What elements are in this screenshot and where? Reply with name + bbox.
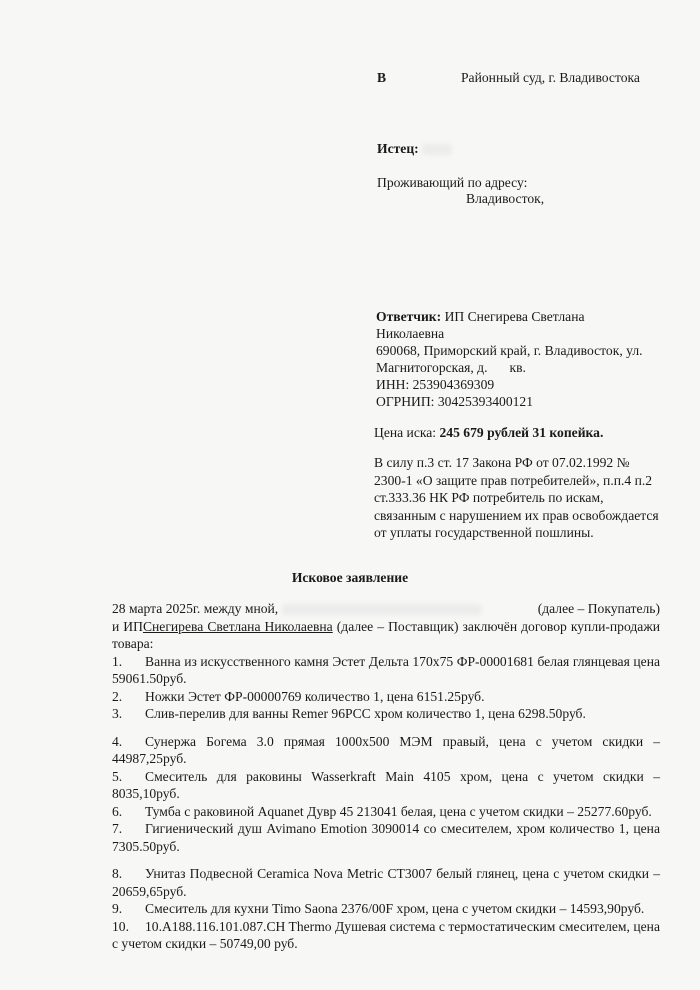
spacer [112, 723, 660, 733]
list-item-number: 8. [112, 866, 123, 881]
respondent-address-cont: Магнитогорская, д. кв. [376, 360, 526, 375]
list-item [112, 900, 660, 918]
intro-paragraph: 28 марта 2025г. между мной, (далее – Покупатель) и ИПСнегирева Светлана Николаевна (далее – Поставщик) заключён договор купли-продажи товара: [112, 601, 660, 651]
list-item-number: 7. [112, 821, 123, 836]
document-title: Исковое заявление [291, 570, 409, 585]
list-item-number: 3. [112, 706, 123, 721]
list-item-text: Смеситель для кухни Timo Saona 2376/00F хром, цена с учетом скидки – 14593,90руб. [145, 901, 645, 916]
list-item-number: 1. [112, 653, 123, 669]
list-item-text: Унитаз Подвесной Ceramica Nova Metric CT3007 белый глянец, цена с учетом скидки – 20659,65руб. [112, 866, 660, 899]
fee-exemption-text: В силу п.3 ст. 17 Закона РФ от 07.02.1992 № 2300-1 «О защите прав потребителей», п.п.4 п.2 ст.333.36 НК РФ потребитель по искам, связанным с нарушением их прав освобождается от уплаты государственной пошлины. [374, 455, 659, 540]
redacted-buyer [282, 604, 482, 615]
seller-name: Снегирева Светлана Николаевна [142, 618, 333, 634]
plaintiff-address-label: Проживающий по адресу: [377, 175, 528, 190]
list-item-number: 10. [112, 918, 129, 934]
respondent-name: ИП Снегирева Светлана [444, 309, 585, 324]
list-item [112, 653, 660, 688]
plaintiff-line [377, 140, 452, 157]
list-item-text: Ножки Эстет ФР-00000769 количество 1, цена 6151.25руб. [145, 688, 485, 704]
list-item-number: 2. [112, 688, 123, 704]
list-item [112, 768, 660, 803]
list-item-number: 5. [112, 768, 123, 784]
court-name: Районный суд, г. Владивостока [461, 70, 640, 85]
list-item [112, 688, 660, 706]
list-item [112, 733, 660, 768]
list-item-text: Слив-перелив для ванны Remer 96PCC хром количество 1, цена 6298.50руб. [145, 706, 586, 721]
spacer [112, 855, 660, 865]
list-item-text: Сунержа Богема 3.0 прямая 1000х500 МЭМ правый, цена с учетом скидки – 44987,25руб. [112, 733, 660, 766]
claim-price: Цена иска: 245 679 рублей 31 копейка. [374, 425, 604, 440]
list-item-text: Гигиенический душ Avimano Emotion 3090014 со смесителем, хром количество 1, цена 7305.50руб. [112, 821, 660, 854]
list-item-number: 9. [112, 901, 123, 916]
list-item [112, 865, 660, 900]
respondent-block [376, 308, 656, 410]
list-item [112, 820, 660, 855]
respondent-inn: ИНН: 253904369309 [376, 377, 495, 392]
plaintiff-address-city: Владивосток, [466, 191, 545, 206]
list-item-text: Тумба с раковиной Aquanet Дувр 45 213041 белая, цена с учетом скидки – 25277.60руб. [145, 803, 652, 819]
list-item-number: 6. [112, 803, 123, 819]
claim-price-value: 245 679 рублей 31 копейка. [439, 425, 604, 440]
respondent-label: Ответчик: [376, 309, 442, 324]
list-item-text: Ванна из искусственного камня Эстет Дельта 170х75 ФР-00001681 белая глянцевая цена 59061.50руб. [112, 653, 660, 686]
list-item-number: 4. [112, 733, 123, 749]
list-item-text: Смеситель для раковины Wasserkraft Main 4105 хром, цена с учетом скидки – 8035,10руб. [112, 768, 660, 801]
plaintiff-label: Истец: [377, 141, 419, 156]
list-item [112, 918, 660, 953]
redacted-name [422, 144, 452, 155]
respondent-name-cont: Николаевна [376, 326, 445, 341]
list-item-text: 10.A188.116.101.087.CH Thermo Душевая система с термостатическим смесителем, цена с учетом скидки – 50749,00 руб. [112, 918, 660, 951]
list-item [112, 803, 660, 821]
respondent-ogrnip: ОГРНИП: 30425393400121 [376, 394, 534, 409]
claim-body [112, 600, 660, 953]
items-list [112, 653, 660, 953]
list-item [112, 705, 660, 723]
court-prefix: В [377, 70, 387, 85]
respondent-address: 690068, Приморский край, г. Владивосток, ул. [376, 343, 643, 358]
